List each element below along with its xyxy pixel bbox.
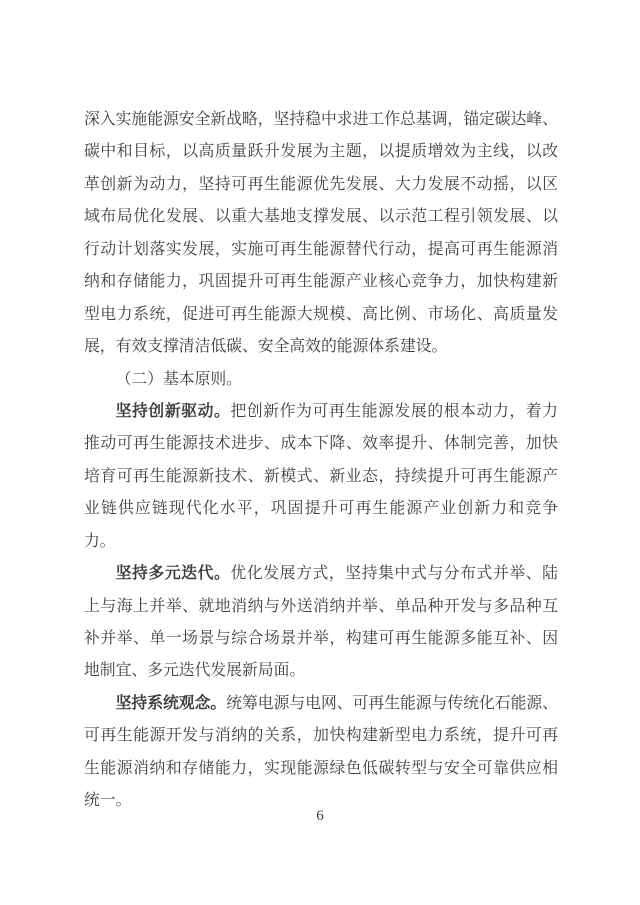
paragraph-text: 优化发展方式，坚持集中式与分布式并举、陆 [230, 565, 558, 583]
text-line: 碳中和目标，以高质量跃升发展为主题，以提质增效为主线，以改 [84, 143, 558, 161]
text-line: 展，有效支撑清洁低碳、安全高效的能源体系建设。 [84, 338, 448, 356]
text-line: 型电力系统，促进可再生能源大规模、高比例、市场化、高质量发 [84, 305, 558, 323]
page-number: 6 [316, 808, 324, 824]
text-line: 统一。 [84, 792, 132, 810]
document-body [84, 104, 558, 818]
text-line: 纳和存储能力，巩固提升可再生能源产业核心竞争力，加快构建新 [84, 273, 558, 291]
paragraph-lead: 坚持多元迭代。 [115, 565, 231, 583]
text-line: 培育可再生能源新技术、新模式、新业态，持续提升可再生能源产 [84, 467, 558, 485]
paragraph-lead: 坚持系统观念。 [115, 694, 227, 712]
text-line [84, 396, 558, 428]
text-line [84, 558, 558, 590]
paragraph-text: 把创新作为可再生能源发展的根本动力，着力 [230, 402, 558, 420]
text-line: 深入实施能源安全新战略，坚持稳中求进工作总基调，锚定碳达峰、 [84, 111, 558, 128]
section-heading: （二）基本原则。 [115, 370, 242, 388]
text-line: 上与海上并举、就地消纳与外送消纳并举、单品种开发与多品种互 [84, 597, 558, 615]
text-line: 补并举、单一场景与综合场景并举，构建可再生能源多能互补、因 [84, 630, 558, 647]
text-line: 推动可再生能源技术进步、成本下降、效率提升、体制完善，加快 [84, 435, 558, 453]
text-line: 地制宜、多元迭代发展新局面。 [84, 662, 306, 680]
text-line: 革创新为动力，坚持可再生能源优先发展、大力发展不动摇，以区 [84, 175, 558, 193]
text-line: 业链供应链现代化水平，巩固提升可再生能源产业创新力和竞争 [84, 500, 558, 518]
text-line: 域布局优化发展、以重大基地支撑发展、以示范工程引领发展、以 [84, 208, 558, 226]
text-line: 力。 [84, 532, 116, 550]
text-line: 可再生能源开发与消纳的关系，加快构建新型电力系统，提升可再 [84, 727, 558, 745]
paragraph-lead: 坚持创新驱动。 [115, 402, 231, 420]
text-line [84, 688, 558, 720]
text-line: 行动计划落实发展，实施可再生能源替代行动，提高可再生能源消 [84, 240, 558, 258]
text-line: 生能源消纳和存储能力，实现能源绿色低碳转型与安全可靠供应相 [84, 759, 558, 777]
paragraph-text: 统筹电源与电网、可再生能源与传统化石能源、 [226, 694, 558, 712]
